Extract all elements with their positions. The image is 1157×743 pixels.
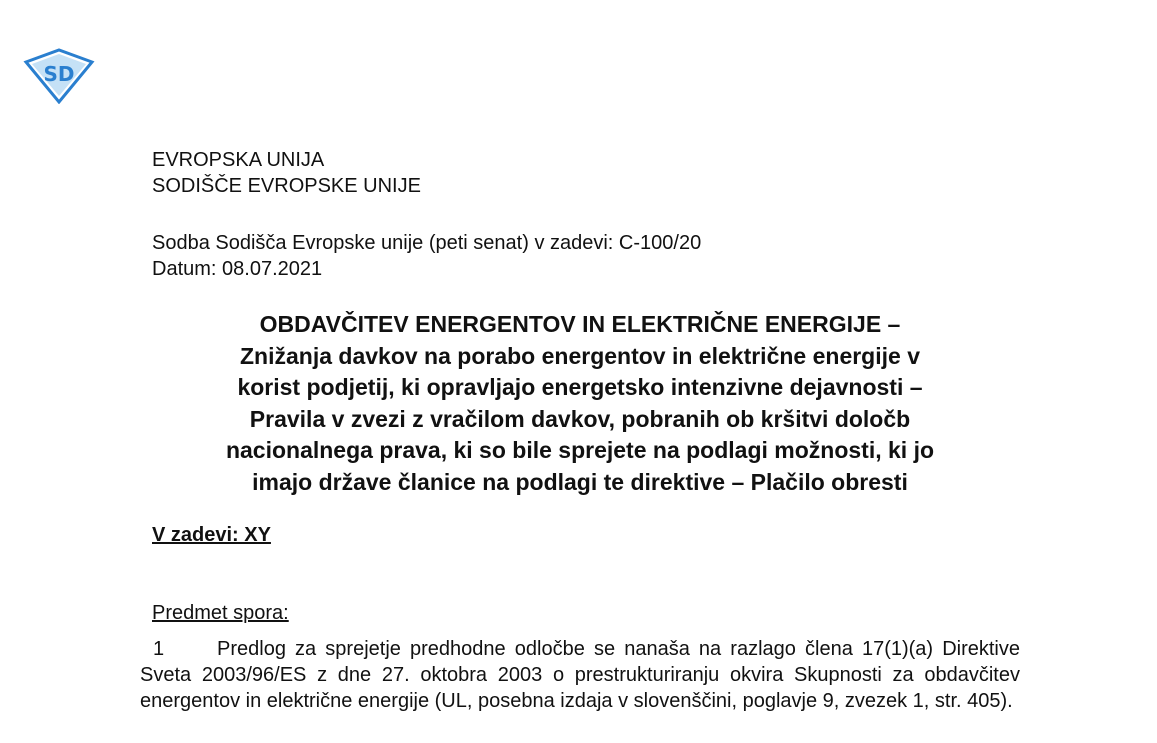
title-line: nacionalnega prava, ki so bile sprejete na podlagi možnosti, ki jo xyxy=(225,437,935,463)
title-line: Znižanja davkov na porabo energentov in električne energije v xyxy=(240,342,920,369)
logo-lettering: SD xyxy=(43,62,75,86)
judgment-title xyxy=(140,309,1020,498)
judgment-date: Datum: 08.07.2021 xyxy=(152,258,323,280)
document-header xyxy=(152,147,421,199)
paragraph-number: 1 xyxy=(153,638,165,660)
title-line: Pravila v zvezi z vračilom davkov, pobranih ob kršitvi določb xyxy=(249,405,911,432)
paragraph xyxy=(140,636,1020,714)
title-line: imajo države članice na podlagi te direktive – Plačilo obresti xyxy=(252,468,908,495)
subject-heading: Predmet spora: xyxy=(152,602,289,624)
paragraph-text: Predlog za sprejetje predhodne odločbe se nanaša na razlago člena 17(1)(a) Direktive Sveta 2003/96/ES z dne 27. oktobra 2003 o prestrukturiranju okvira Skupnosti za obdavčitev energentov in električne energije (UL, posebna izdaja v slovenščini, poglavje 9, zvezek 1, str. 405). xyxy=(140,638,1020,712)
court-logo xyxy=(22,48,96,104)
title-line: korist podjetij, ki opravljajo energetsko intenzivne dejavnosti – xyxy=(237,374,923,400)
header-line-eu: EVROPSKA UNIJA xyxy=(152,149,325,171)
case-info xyxy=(152,230,701,282)
judgment-reference: Sodba Sodišča Evropske unije (peti senat) v zadevi: C-100/20 xyxy=(152,232,702,254)
party-heading: V zadevi: XY xyxy=(152,524,271,546)
title-line: OBDAVČITEV ENERGENTOV IN ELEKTRIČNE ENERGIJE – xyxy=(259,311,901,337)
header-line-court: SODIŠČE EVROPSKE UNIJE xyxy=(152,175,421,197)
